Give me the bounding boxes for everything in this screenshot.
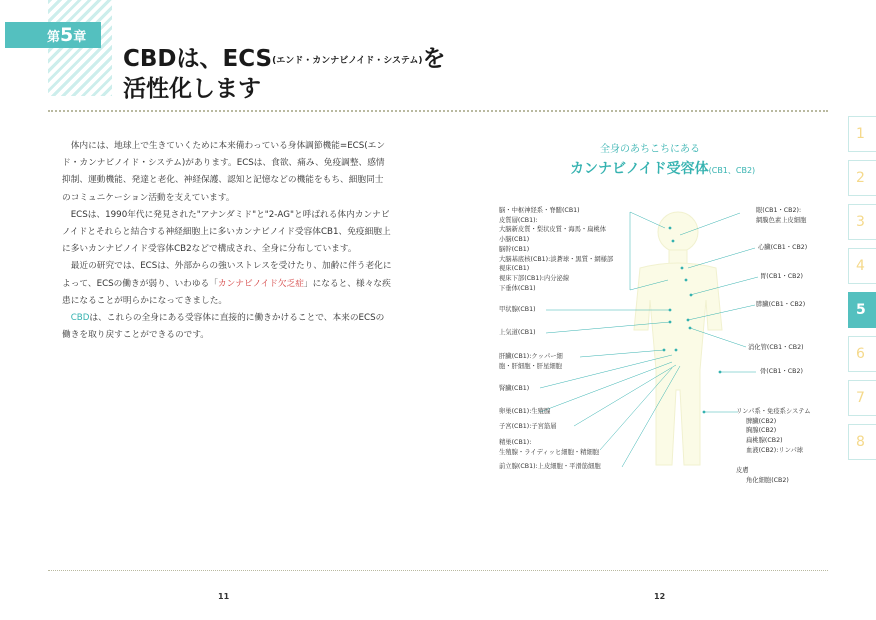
chapter-number: 5 [60, 24, 74, 46]
label-eye: 眼(CB1・CB2): 網膜色素上皮細胞 [756, 207, 807, 224]
side-tab-2[interactable]: 2 [848, 160, 876, 196]
label-thyroid: 甲状腺(CB1) [499, 306, 536, 313]
paragraph-2: ECSは、1990年代に発見された"アナンダミド"と"2-AG"と呼ばれる体内カンナビノイドとそれらと結合する神経細胞上に多いカンナビノイド受容体CB1、免疫細胞上に多いカンナビノイド受容体CB2などで構成され、全身に分布しています。 [62, 209, 391, 255]
paragraph-1: 体内には、地球上で生きていくために本来備わっている身体調節機能=ECS(エンド・カンナビノイド・システム)があります。ECSは、食欲、痛み、免疫調整、感情抑制、運動機能、発達と老化、神経保護、認知と記憶などの機能をもち、細胞同士のコミュニケーション活動を支えています。 [62, 141, 386, 203]
title-paren: (エンド・カンナビノイド・システム) [272, 56, 423, 66]
side-tab-1[interactable]: 1 [848, 116, 876, 152]
side-tab-8[interactable]: 8 [848, 424, 876, 460]
diagram-title-line2: カンナビノイド受容体(CB1、CB2) [570, 161, 756, 177]
chapter-prefix: 第 [47, 30, 61, 45]
paragraph-4: CBDは、これらの全身にある受容体に直接的に働きかけることで、本来のECSの働きを取り戻すことができるのです。 [62, 313, 385, 341]
cbd-term: CBD [70, 313, 90, 324]
title-end: を [422, 46, 446, 72]
label-liver: 肝臓(CB1):クッパー細 胞・肝細胞・肝星細胞 [499, 353, 563, 370]
label-bone: 骨(CB1・CB2) [760, 368, 803, 375]
label-brain-group: 脳・中枢神経系・脊髄(CB1) 皮質層(CB1): 大脳新皮質・梨状皮質・海馬・扁桃体 小脳(CB1) 脳幹(CB1) 大脳基底核(CB1):淡蒼球・黒質・網様部 視床(CB1) 視床下部(CB1):内分泌線 下垂体(CB1) [499, 207, 614, 292]
page-number-right: 12 [654, 592, 666, 601]
label-upper-airway: 上気道(CB1) [499, 329, 536, 336]
side-tab-3[interactable]: 3 [848, 204, 876, 240]
chapter-suffix: 章 [73, 30, 87, 45]
side-tab-6[interactable]: 6 [848, 336, 876, 372]
side-tab-4[interactable]: 4 [848, 248, 876, 284]
label-lymph-immune: リンパ系・免疫系システム 脾臓(CB2) 胸腺(CB2) 扁桃腺(CB2) 血液(CB2):リンパ球 [736, 408, 811, 454]
label-uterus: 子宮(CB1):子宮筋層 [499, 423, 557, 430]
paragraph-3: 最近の研究では、ECSは、外部からの強いストレスを受けたり、加齢に伴う老化によって、ECSの働きが弱り、いわゆる「カンナビノイド欠乏症」になると、様々な疾患になることが明らかになってきました。 [62, 261, 392, 306]
label-digestive-tract: 消化管(CB1・CB2) [748, 344, 804, 351]
bottom-dotted-divider [48, 570, 828, 571]
side-tab-7[interactable]: 7 [848, 380, 876, 416]
human-silhouette [634, 212, 722, 465]
label-stomach: 胃(CB1・CB2) [760, 273, 803, 280]
label-heart: 心臓(CB1・CB2) [758, 244, 808, 251]
deficiency-term: カンナビノイド欠乏症 [217, 278, 304, 289]
diagram-title-line1: 全身のあちこちにある [600, 144, 700, 155]
chapter-side-tabs [848, 116, 876, 468]
label-kidney: 腎臓(CB1) [499, 385, 530, 392]
page-number-left: 11 [218, 592, 230, 601]
label-pancreas: 膵臓(CB1・CB2) [756, 301, 806, 308]
label-skin: 皮膚 角化細胞(CB2) [736, 467, 789, 484]
side-tab-5-active[interactable]: 5 [848, 292, 876, 328]
label-testis: 精巣(CB1): 生殖腺・ライディッヒ細胞・精細胞 [499, 439, 600, 456]
label-ovary: 卵巣(CB1):生殖腺 [499, 408, 551, 415]
label-prostate: 前立腺(CB1):上皮細胞・平滑筋細胞 [499, 463, 601, 470]
title-main: CBDは、ECS [123, 46, 273, 72]
page-title-line2: 活性化します [123, 76, 261, 102]
